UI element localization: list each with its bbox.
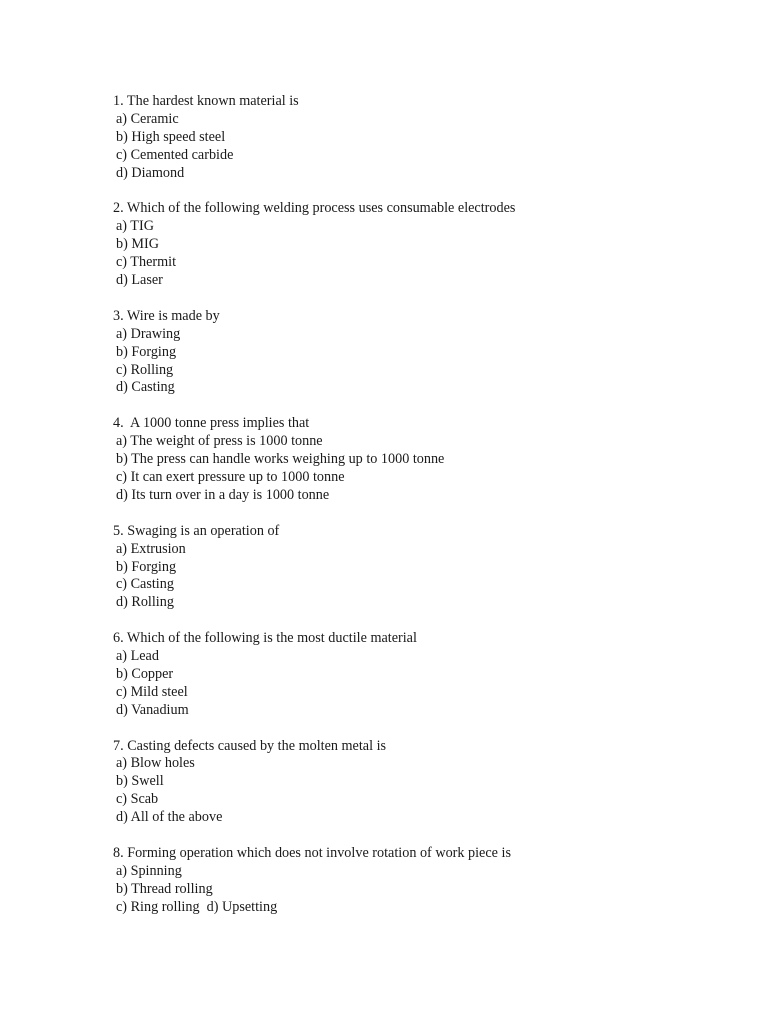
question-8 [113, 845, 733, 917]
option-d: d) Diamond [116, 164, 185, 181]
question-1 [113, 93, 733, 183]
option-c: c) Scab [116, 791, 159, 808]
question-text: 3. Wire is made by [113, 307, 220, 324]
option-c: c) Cemented carbide [116, 146, 234, 163]
question-3 [113, 308, 733, 398]
option-a: a) The weight of press is 1000 tonne [116, 433, 323, 450]
option-b: b) High speed steel [116, 128, 226, 145]
option-a: a) Blow holes [116, 755, 195, 772]
option-a: a) Lead [116, 648, 159, 665]
option-a: a) Extrusion [116, 540, 186, 557]
option-a: a) Drawing [116, 325, 181, 342]
option-d: d) Laser [116, 272, 163, 289]
question-text: 6. Which of the following is the most ductile material [113, 630, 417, 647]
option-c: c) Mild steel [116, 683, 188, 700]
option-c: c) Casting [116, 576, 174, 593]
question-5 [113, 523, 733, 613]
option-d: d) All of the above [116, 809, 223, 826]
option-d: d) Its turn over in a day is 1000 tonne [116, 486, 330, 503]
question-text: 7. Casting defects caused by the molten metal is [113, 737, 387, 754]
option-a: a) TIG [116, 218, 154, 235]
question-7 [113, 738, 733, 828]
option-c: c) Rolling [116, 361, 174, 378]
option-b: b) The press can handle works weighing up to 1000 tonne [116, 451, 445, 468]
option-c: c) Thermit [116, 254, 177, 271]
question-text: 4. A 1000 tonne press implies that [113, 415, 310, 432]
question-text: 2. Which of the following welding process uses consumable electrodes [113, 200, 516, 217]
question-text: 5. Swaging is an operation of [113, 522, 280, 539]
option-a: a) Ceramic [116, 110, 179, 127]
question-list [113, 93, 733, 934]
option-b: b) Forging [116, 558, 177, 575]
option-a: a) Spinning [116, 862, 182, 879]
option-c-d: c) Ring rolling d) Upsetting [116, 898, 278, 915]
option-b: b) Swell [116, 773, 164, 790]
option-b: b) Thread rolling [116, 880, 213, 897]
question-2 [113, 200, 733, 290]
question-6 [113, 630, 733, 720]
option-d: d) Casting [116, 379, 175, 396]
question-4 [113, 415, 733, 505]
option-d: d) Vanadium [116, 701, 189, 718]
option-c: c) It can exert pressure up to 1000 tonne [116, 468, 345, 485]
option-b: b) Copper [116, 665, 174, 682]
option-b: b) MIG [116, 236, 159, 253]
option-b: b) Forging [116, 343, 177, 360]
question-text: 8. Forming operation which does not involve rotation of work piece is [113, 844, 511, 861]
option-d: d) Rolling [116, 594, 174, 611]
question-text: 1. The hardest known material is [113, 93, 299, 109]
